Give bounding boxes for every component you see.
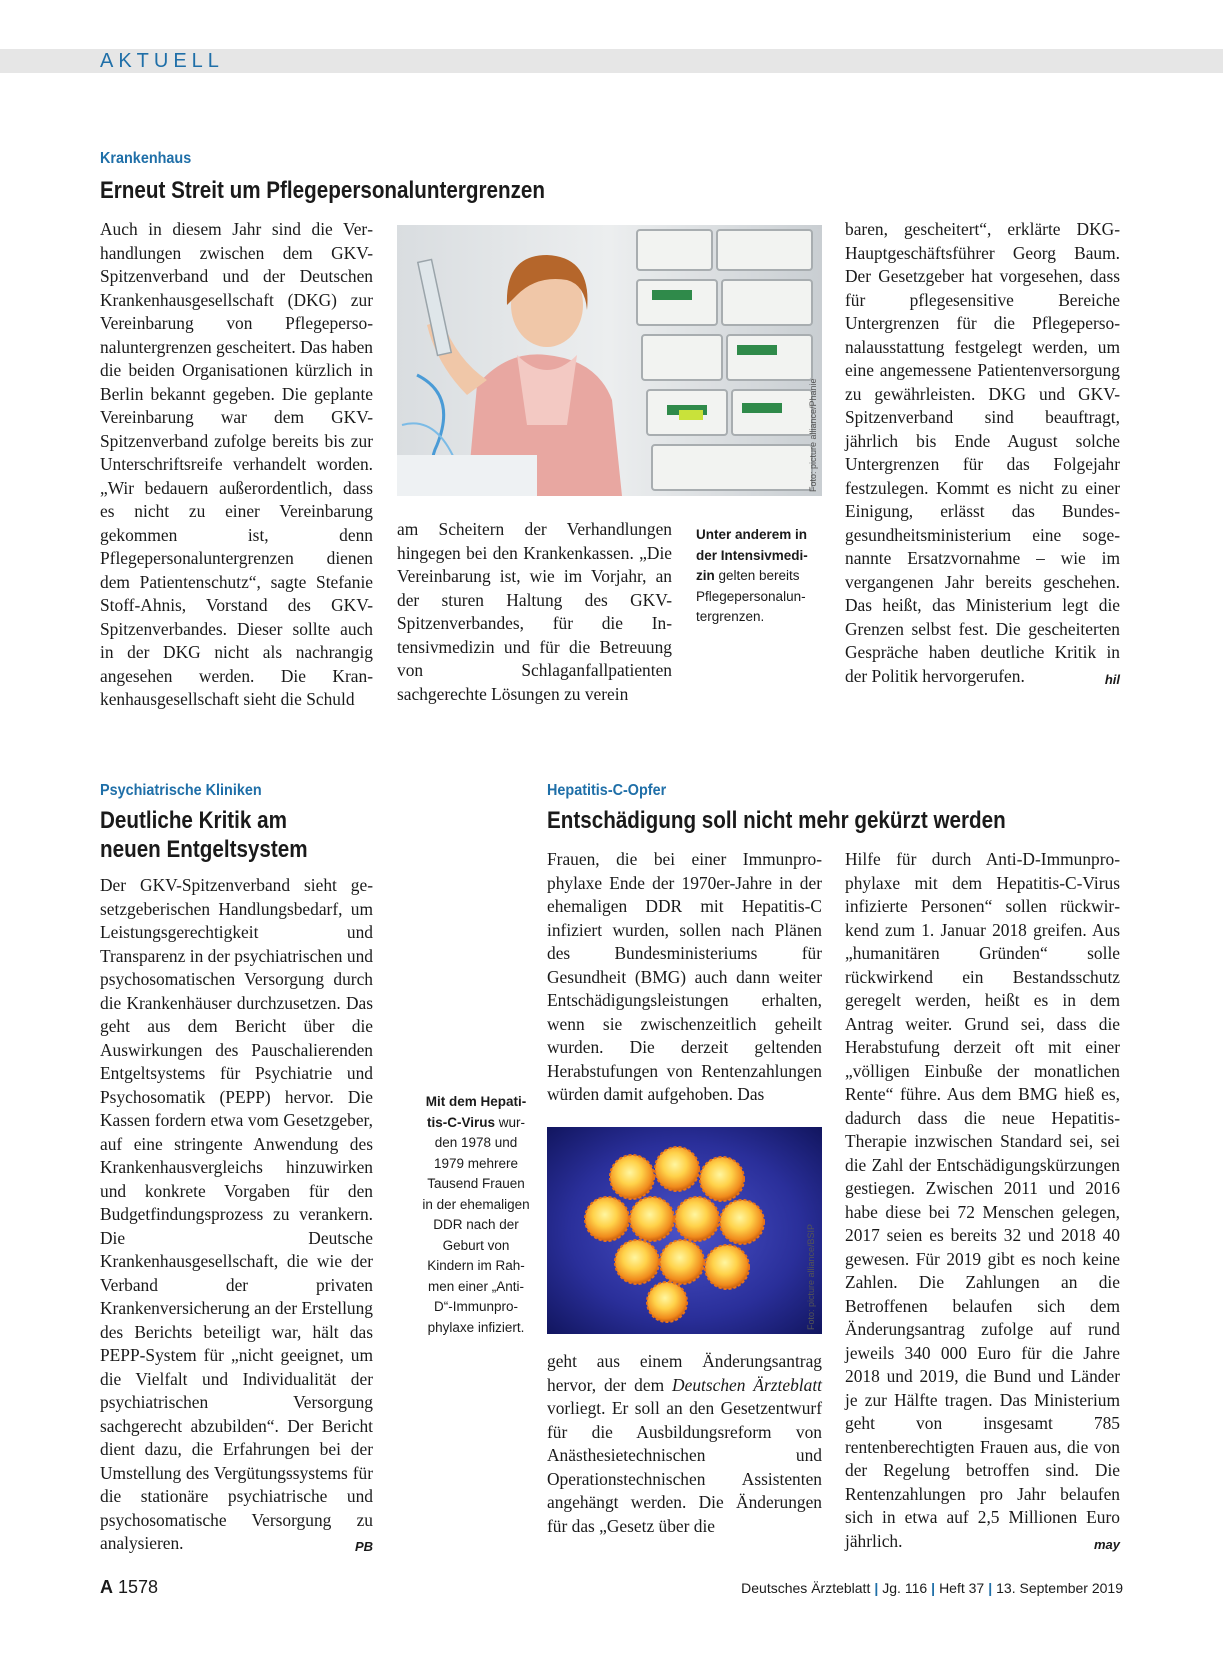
article1-column-2 — [397, 518, 672, 706]
article3-kicker: Hepatitis-C-Opfer — [547, 782, 667, 799]
article1-column-2-text: am Scheitern der Verhandlungen hingegen bei den Krankenkassen. „Die Vereinbarung ist, wie im Vorjahr, an der sturen Haltung des GKV-Spitzenverbandes, für die Intensivmedizin und für die Betreuung von Schlaganfallpatienten sachgerechte Lösungen zu verein — [397, 519, 672, 704]
article2-body — [100, 874, 373, 1556]
article2-column — [100, 874, 373, 1559]
footer-publication-info — [741, 1580, 1123, 1596]
article3-column-1-bottom-part-a: geht aus einem Änderungsantrag hervor, der dem — [547, 1351, 822, 1395]
article1-column-3 — [845, 218, 1120, 691]
footer-separator: | — [988, 1580, 993, 1596]
footer-volume: Jg. 116 — [882, 1580, 928, 1596]
article1-column-3-text — [845, 218, 1120, 688]
article1-caption-bold: Unter anderem in der Intensivmedizin — [696, 527, 808, 583]
article3-signature: may — [1093, 1536, 1120, 1552]
article3-headline: Entschädigung soll nicht mehr gekürzt werden — [547, 807, 1006, 834]
article2-headline — [100, 806, 375, 864]
article3-column-1-top — [547, 848, 822, 1107]
article1-photo-caption — [696, 525, 821, 628]
nurse-photo — [397, 225, 822, 496]
article3-column-1-bottom-text — [547, 1350, 822, 1538]
article2-kicker: Psychiatrische Kliniken — [100, 782, 262, 799]
page-number-prefix: A — [100, 1577, 113, 1597]
virus-photo — [547, 1127, 822, 1334]
footer-issue: Heft 37 — [939, 1580, 985, 1596]
page-number-value: 1578 — [113, 1577, 159, 1597]
article3-column-2 — [845, 848, 1120, 1556]
footer-journal: Deutsches Ärzteblatt — [741, 1580, 871, 1596]
article1-caption-text: gelten bereits Pflegepersonaluntergrenzen. — [696, 568, 806, 624]
article1-photo-credit: Foto: picture alliance/Phanie — [808, 378, 818, 492]
page-number — [100, 1577, 158, 1598]
footer-date: 13. September 2019 — [996, 1580, 1123, 1596]
footer-separator: | — [931, 1580, 936, 1596]
article3-column-1-top-text: Frauen, die bei einer Immunprophylaxe Ende der 1970er-Jahre in der ehemaligen DDR mit Hepatitis-C infiziert wurden, sollen nach Plänen des Bundesministeriums für Gesundheit (BMG) auch dann weiter Entschädigungsleistungen erhalten, wenn sie zwischenzeitlich geheilt wurden. Die derzeit geltenden Herabstufungen von Rentenzahlungen würden damit aufgehoben. Das — [547, 849, 822, 1104]
article1-signature: hil — [1104, 671, 1120, 687]
article3-column-1-bottom-part-b: vorliegt. Er soll an den Gesetzentwurf für die Ausbildungsreform von Anästhesietechnischen und Operationstechnischen Assistenten angehängt werden. Die Änderungen für das „Gesetz über die — [547, 1398, 822, 1536]
article1-kicker: Krankenhaus — [100, 150, 192, 167]
footer-separator: | — [874, 1580, 879, 1596]
article3-photo-caption — [422, 1092, 530, 1338]
article3-column-2-text — [845, 848, 1120, 1553]
article1-headline: Erneut Streit um Pflegepersonaluntergrenzen — [100, 177, 545, 204]
section-label: AKTUELL — [100, 50, 224, 72]
article2-headline-line-1: Deutliche Kritik am — [100, 807, 287, 834]
virus-micrograph — [547, 1127, 822, 1334]
article2-signature: PB — [354, 1539, 373, 1554]
nurse-photo-illustration — [397, 225, 822, 496]
article1-column-3-body: baren, gescheitert“, erklärte DKG-Hauptgeschäftsführer Georg Baum. Der Gesetzgeber hat vorgesehen, dass für pflegesensitive Bereiche Untergrenzen für die Pflegepersonalausstattung festgelegt werden, um eine angemessene Patientenversorgung zu gewährleisten. DKG und GKV-Spitzenverband sind beauftragt, jährlich bis Ende August solche Untergrenzen für das Folgejahr festzulegen. Kommt es nicht zu einer Einigung, erlässt das Bundesgesundheitsministerium eine sogenannte Ersatzvornahme – wie im vergangenen Jahr bereits geschehen. Das heißt, das Ministerium legt die Grenzen selbst fest. Die gescheiterten Gespräche haben deutliche Kritik in der Politik hervorgerufen. — [845, 219, 1120, 686]
article1-column-1 — [100, 218, 373, 712]
article3-column-2-body: Hilfe für durch Anti-D-Immunprophylaxe mit dem Hepatitis-C-Virus infizierte Personen“ sollen rückwirkend zum 1. Januar 2018 greifen. Aus „humanitären Gründen“ solle rückwirkend ein Bestandsschutz geregelt werden, heißt es in dem Antrag weiter. Grund sei, dass die Herabstufung derzeit oft mit einer „völligen Einbuße der monatlichen Rente“ führe. Aus dem BMG hieß es, dadurch dass die neue Hepatitis-Therapie inzwischen Standard sei, sei die Zahl der Entschädigungskürzungen gestiegen. Zwischen 2011 und 2016 habe diese bei 72 Menschen gelegen, 2017 seien es bereits 32 und 2018 40 gewesen. Für 2019 gibt es noch keine Zahlen. Die Zahlungen an die Betroffenen belaufen sich dem Änderungsantrag zufolge auf rund jeweils 340 000 Euro für die Jahre 2018 und 2019, die Bund und Länder je zur Hälfte tragen. Das Ministerium geht von insgesamt 785 rentenberechtigten Frauen aus, die von der Regelung betroffen sind. Die Rentenzahlungen pro Jahr belaufen sich in etwa auf 2,5 Millionen Euro jährlich. — [845, 849, 1120, 1551]
article3-journal-name: Deutschen Ärzteblatt — [672, 1374, 822, 1395]
article3-column-1-bottom — [547, 1350, 822, 1538]
article1-column-1-text: Auch in diesem Jahr sind die Verhandlungen zwischen dem GKV-Spitzenverband und der Deutschen Krankenhausgesellschaft (DKG) zur Vereinbarung von Pflegepersonaluntergrenzen gescheitert. Das haben die beiden Organisationen kürzlich in Berlin bekannt gegeben. Die geplante Vereinbarung war dem GKV-Spitzenverband zufolge bereits bis zur Unterschriftsreife verhandelt worden. „Wir bedauern außerordentlich, dass es nicht zu einer Vereinbarung gekommen ist, denn Pflegepersonaluntergrenzen dienen dem Patientenschutz“, sagte Stefanie Stoff-Ahnis, Vorstand des GKV-Spitzenverbandes. Dieser sollte auch in der DKG nicht als nachrangig angesehen werden. Die Krankenhausgesellschaft sieht die Schuld — [100, 219, 373, 709]
article2-body-text: Der GKV-Spitzenverband sieht gesetzgeberischen Handlungsbedarf, um Leistungsgerechtigkeit und Transparenz in der psychiatrischen und psychosomatischen Versorgung durch die Krankenhäuser durchzusetzen. Das geht aus dem Bericht über die Auswirkungen des Pauschalierenden Entgeltsystems für Psychiatrie und Psychosomatik (PEPP) hervor. Die Kassen fordern etwa vom Gesetzgeber, auf eine stringente Anwendung des Krankenhausvergleichs hinzuwirken und konkrete Vorgaben für den Budgetfindungsprozess zu verankern. Die Deutsche Krankenhausgesellschaft, die wie der Verband der privaten Krankenversicherung an der Erstellung des Berichts beteiligt war, hält das PEPP-System für „nicht geeignet, um die Vielfalt und Individualität der psychiatrischen Versorgung sachgerecht abzubilden“. Der Bericht dient dazu, die Erfahrungen bei der Umstellung des Vergütungssystems für die stationäre psychiatrische und psychosomatische Versorgung zu analysieren. — [100, 875, 373, 1553]
article3-caption-text: wurden 1978 und 1979 mehrere Tausend Frauen in der ehemaligen DDR nach der Geburt von Kindern im Rahmen einer „Anti-D“-Immunprophylaxe infiziert. — [422, 1114, 530, 1335]
article3-photo-credit: Foto: picture alliance/BSIP — [806, 1223, 816, 1330]
article3-caption-bold: Mit dem Hepatitis-C-Virus — [425, 1094, 527, 1130]
article2-headline-line-2: neuen Entgeltsystem — [100, 836, 308, 863]
